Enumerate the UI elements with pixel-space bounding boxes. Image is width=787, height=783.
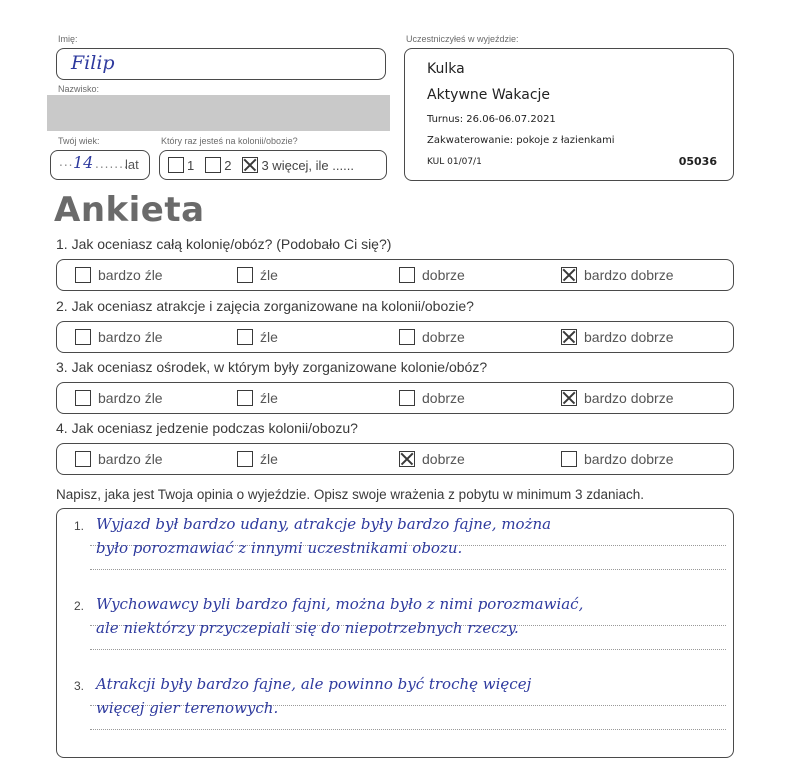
- name-label: Imię:: [58, 34, 78, 44]
- rating-option[interactable]: [561, 383, 674, 413]
- rating-row: [56, 443, 734, 475]
- rating-option[interactable]: [399, 322, 465, 352]
- rating-option-label: źle: [260, 390, 278, 406]
- rating-checkbox[interactable]: [561, 267, 577, 283]
- rating-option[interactable]: [75, 383, 163, 413]
- rating-checkbox[interactable]: [75, 451, 91, 467]
- answer-number: 2.: [74, 599, 85, 613]
- rating-row: [56, 321, 734, 353]
- name-field[interactable]: [56, 48, 386, 80]
- answer-line: Wyjazd był bardzo udany, atrakcje były bardzo fajne, można: [96, 515, 552, 533]
- rating-checkbox[interactable]: [399, 390, 415, 406]
- rating-option-label: bardzo źle: [98, 390, 163, 406]
- times-option-2: 2: [224, 157, 232, 173]
- question-text: 4. Jak oceniasz jedzenie podczas kolonii/obozu?: [56, 420, 358, 436]
- answer-line: ale niektórzy przyczepiali się do niepotrzebnych rzeczy.: [96, 619, 519, 637]
- opinion-prompt: Napisz, jaka jest Twoja opinia o wyjeździe. Opisz swoje wrażenia z pobytu w minimum 3 zdaniach.: [56, 487, 645, 502]
- rating-option[interactable]: [237, 444, 278, 474]
- rating-checkbox[interactable]: [399, 329, 415, 345]
- age-dots-2: .......: [95, 157, 129, 171]
- survey-title: Ankieta: [54, 190, 205, 230]
- rating-option[interactable]: [237, 383, 278, 413]
- rating-option-label: dobrze: [422, 267, 465, 283]
- times-option-1: 1: [187, 157, 195, 173]
- rating-row: [56, 382, 734, 414]
- rating-option[interactable]: [75, 322, 163, 352]
- trip-number: 05036: [678, 155, 717, 168]
- answer-line: Wychowawcy byli bardzo fajni, można było z nimi porozmawiać,: [96, 595, 584, 613]
- rating-option[interactable]: [237, 322, 278, 352]
- rating-option-label: bardzo dobrze: [584, 451, 674, 467]
- answer-number: 1.: [74, 519, 85, 533]
- trip-accommodation: Zakwaterowanie: pokoje z łazienkami: [427, 135, 615, 146]
- times-checkbox-2[interactable]: [205, 157, 221, 173]
- age-value: 14: [73, 153, 94, 172]
- rating-row: [56, 259, 734, 291]
- rating-option[interactable]: [399, 383, 465, 413]
- rating-option[interactable]: [561, 444, 674, 474]
- rating-option[interactable]: [399, 260, 465, 290]
- rating-checkbox[interactable]: [399, 267, 415, 283]
- rating-option-label: bardzo źle: [98, 267, 163, 283]
- question-text: 1. Jak oceniasz całą kolonię/obóz? (Podobało Ci się?): [56, 236, 392, 252]
- age-dots: ...: [59, 155, 74, 169]
- dotted-line: [90, 569, 726, 570]
- rating-option[interactable]: [399, 444, 465, 474]
- rating-checkbox[interactable]: [237, 329, 253, 345]
- rating-option-label: bardzo dobrze: [584, 390, 674, 406]
- dotted-line: [90, 729, 726, 730]
- rating-option-label: źle: [260, 451, 278, 467]
- rating-option[interactable]: [75, 444, 163, 474]
- rating-option-label: bardzo dobrze: [584, 329, 674, 345]
- times-checkbox-3[interactable]: [242, 157, 258, 173]
- age-field[interactable]: [50, 150, 150, 180]
- dotted-line: [90, 649, 726, 650]
- age-label: Twój wiek:: [58, 136, 100, 146]
- times-checkbox-1[interactable]: [168, 157, 184, 173]
- answer-line: było porozmawiać z innymi uczestnikami obozu.: [96, 539, 463, 557]
- rating-checkbox[interactable]: [75, 390, 91, 406]
- surname-redacted: [47, 95, 390, 131]
- rating-option-label: dobrze: [422, 329, 465, 345]
- rating-checkbox[interactable]: [399, 451, 415, 467]
- rating-option[interactable]: [561, 260, 674, 290]
- rating-option[interactable]: [561, 322, 674, 352]
- rating-checkbox[interactable]: [561, 390, 577, 406]
- rating-checkbox[interactable]: [561, 451, 577, 467]
- trip-code: KUL 01/07/1: [427, 157, 482, 167]
- rating-option-label: dobrze: [422, 451, 465, 467]
- times-option-3: 3 więcej, ile ......: [261, 157, 354, 173]
- trip-brand-line2: Aktywne Wakacje: [427, 87, 551, 103]
- rating-checkbox[interactable]: [237, 267, 253, 283]
- trip-turnus: Turnus: 26.06-06.07.2021: [427, 114, 556, 125]
- trip-label: Uczestniczyłeś w wyjeździe:: [406, 34, 519, 44]
- rating-checkbox[interactable]: [75, 329, 91, 345]
- rating-checkbox[interactable]: [237, 390, 253, 406]
- rating-option-label: bardzo źle: [98, 329, 163, 345]
- trip-brand-line1: Kulka: [427, 61, 465, 77]
- name-value: Filip: [71, 52, 115, 74]
- rating-option-label: źle: [260, 267, 278, 283]
- rating-checkbox[interactable]: [75, 267, 91, 283]
- times-field: [159, 150, 387, 180]
- rating-option-label: bardzo źle: [98, 451, 163, 467]
- answer-line: więcej gier terenowych.: [96, 699, 279, 717]
- answer-number: 3.: [74, 679, 85, 693]
- question-text: 2. Jak oceniasz atrakcje i zajęcia zorganizowane na kolonii/obozie?: [56, 298, 474, 314]
- rating-option-label: bardzo dobrze: [584, 267, 674, 283]
- rating-option-label: źle: [260, 329, 278, 345]
- rating-option[interactable]: [75, 260, 163, 290]
- question-text: 3. Jak oceniasz ośrodek, w którym były zorganizowane kolonie/obóz?: [56, 359, 488, 375]
- rating-checkbox[interactable]: [237, 451, 253, 467]
- rating-option[interactable]: [237, 260, 278, 290]
- age-unit: lat: [125, 157, 139, 172]
- trip-info-box: [404, 48, 734, 181]
- answer-line: Atrakcji były bardzo fajne, ale powinno być trochę więcej: [96, 675, 532, 693]
- times-label: Który raz jesteś na kolonii/obozie?: [161, 136, 298, 146]
- rating-option-label: dobrze: [422, 390, 465, 406]
- rating-checkbox[interactable]: [561, 329, 577, 345]
- surname-label: Nazwisko:: [58, 84, 100, 94]
